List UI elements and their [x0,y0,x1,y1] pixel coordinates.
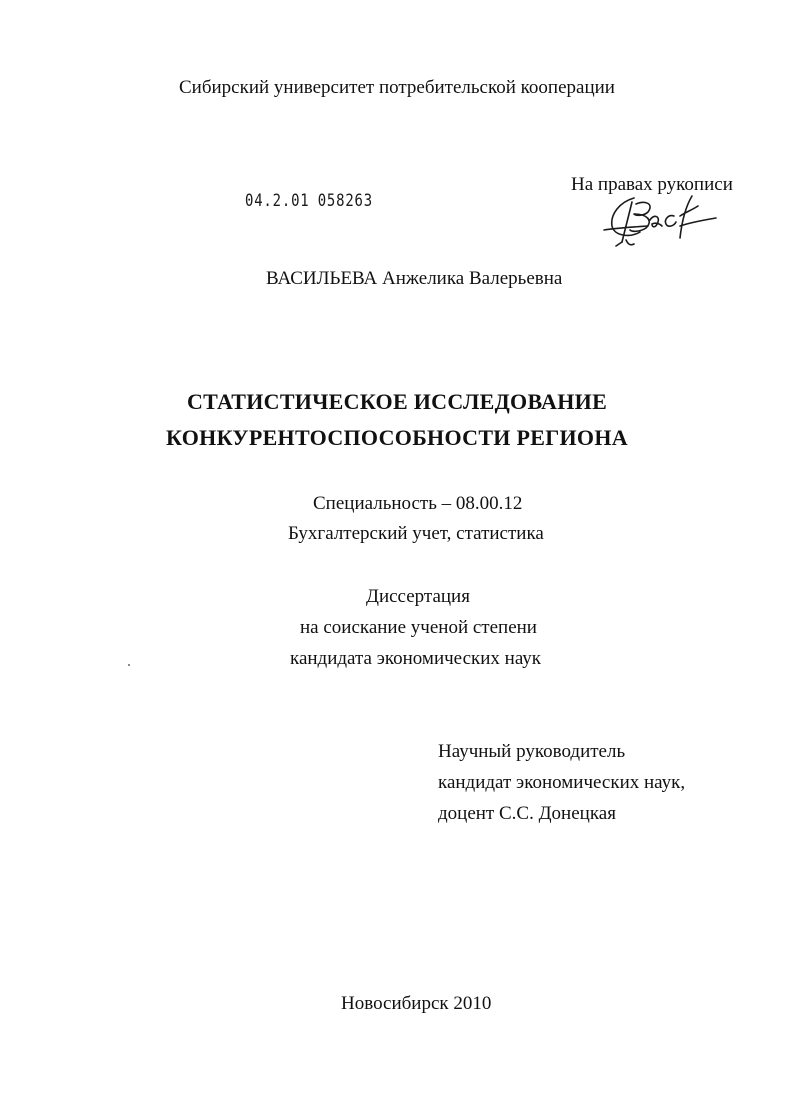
specialty-name: Бухгалтерский учет, статистика [288,523,544,544]
registration-number-stamp [245,191,373,211]
author-surname: ВАСИЛЬЕВА [266,268,378,289]
dissertation-title-line2: КОНКУРЕНТОСПОСОБНОСТИ РЕГИОНА [166,425,628,450]
handwritten-signature [596,192,722,250]
supervisor-heading: Научный руководитель [438,741,626,762]
university-name: Сибирский университет потребительской кооперации [179,77,615,98]
supervisor-degree: кандидат экономических наук, [438,772,686,793]
document-type: Диссертация [366,586,470,607]
degree-name: кандидата экономических наук [290,648,542,669]
city-year: Новосибирск 2010 [341,993,492,1014]
dissertation-title-line1: СТАТИСТИЧЕСКОЕ ИССЛЕДОВАНИЕ [186,389,608,414]
degree-purpose: на соискание ученой степени [300,617,537,638]
registration-code: 04.2.01 [245,191,310,211]
rights-notice: На правах рукописи [571,174,733,195]
author-given-names: Анжелика Валерьевна [382,268,563,289]
specialty-code: Специальность – 08.00.12 [313,493,523,514]
supervisor-name: доцент С.С. Донецкая [438,803,616,824]
author-name [266,268,562,290]
scan-speck [128,664,130,666]
registration-number: 058263 [317,191,373,211]
